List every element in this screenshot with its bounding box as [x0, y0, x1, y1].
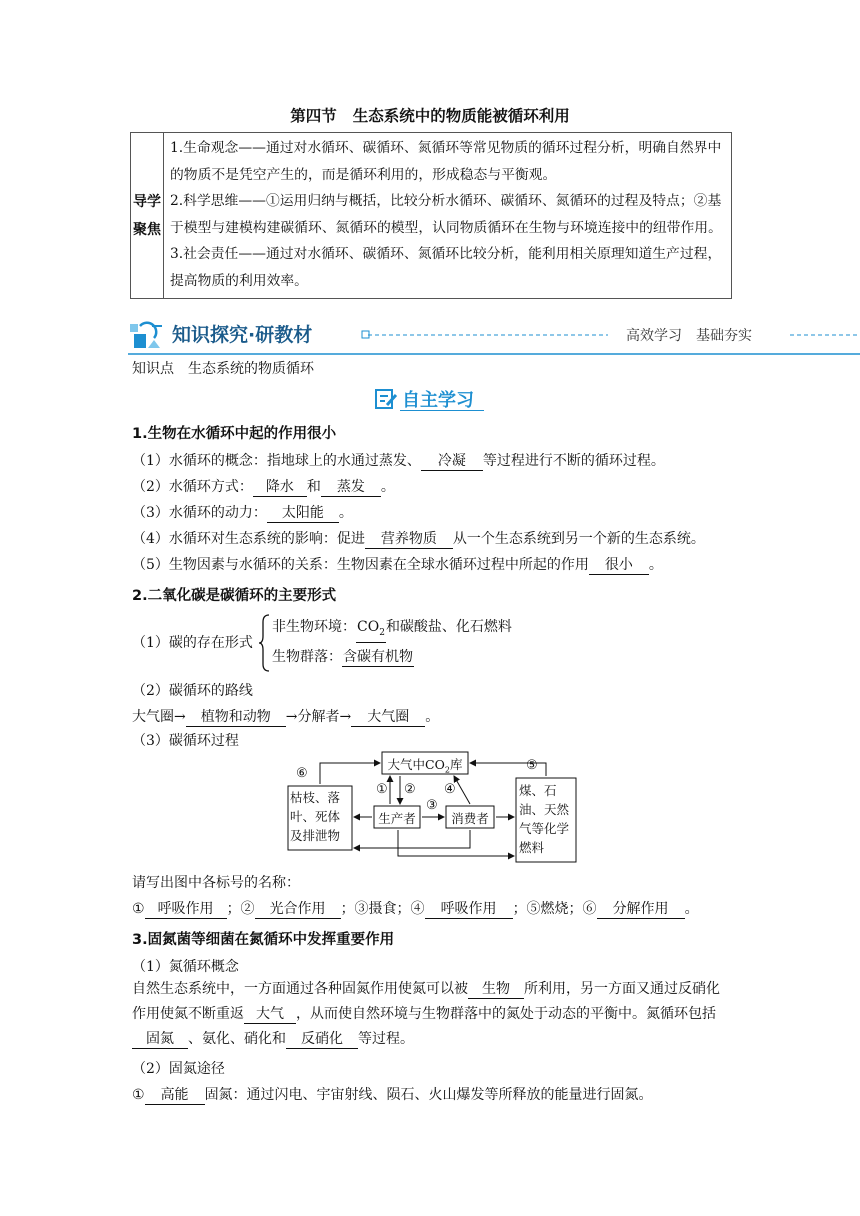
- carbon-cycle-diagram: [284, 748, 590, 866]
- atmosphere-co2-box: 大气中$CO_2$库: [387, 757, 463, 775]
- fossil-fuel-box: 煤、石油、天然气等化学燃料: [519, 783, 570, 855]
- question-1: （1）水循环的概念：指地球上的水通过蒸发、 冷凝 等过程进行不断的循环过程。: [132, 453, 665, 469]
- brace-icon: [258, 614, 270, 672]
- answer-blank: 生物: [468, 981, 524, 999]
- nitrogen-fixation-heading: （2）固氮途径: [132, 1061, 225, 1077]
- self-study-badge: [374, 384, 486, 414]
- answer-blank: 降水: [253, 479, 307, 497]
- knowledge-point-heading: 知识点 生态系统的物质循环: [132, 361, 314, 377]
- answer-blank: 分解作用: [597, 901, 685, 919]
- answer-blank: 含碳有机物: [343, 649, 413, 665]
- section-title: 生态系统中的物质能被循环利用: [352, 107, 570, 125]
- answer-blank: 反硝化: [286, 1031, 358, 1049]
- carbon-path: 大气圈→ 植物和动物 →分解者→ 大气圈 。: [132, 709, 440, 725]
- heading-nitrogen-cycle: 3.固氮菌等细菌在氮循环中发挥重要作用: [132, 932, 395, 948]
- learning-goals-table: [130, 132, 732, 299]
- goal-item: 3.社会责任——通过对水循环、碳循环、氮循环比较分析，能利用相关原理知道生产过程，提高物质的利用效率。: [170, 246, 722, 289]
- banner-slogan: 高效学习 基础夯实: [626, 328, 752, 344]
- answer-blank: 很小: [589, 557, 649, 575]
- goal-item: 1.生命观念——通过对水循环、碳循环、氮循环等常见物质的循环过程分析，明确自然界中的物质不是凭空产生的，而是循环利用的，形成稳态与平衡观。: [170, 140, 722, 183]
- litter-box: 枯枝、落叶、死体及排泄物: [290, 790, 341, 843]
- label-5: ⑤: [526, 758, 538, 773]
- banner-heading: 知识探究·研教材: [172, 324, 313, 346]
- nitrogen-fixation-item: ① 高能 固氮：通过闪电、宇宙射线、陨石、火山爆发等所释放的能量进行固氮。: [132, 1087, 653, 1103]
- label-2: ②: [404, 782, 416, 797]
- learning-goals-body: [164, 133, 732, 299]
- section-number: 第四节: [290, 107, 337, 125]
- goal-item: 2.科学思维——①运用归纳与概括，比较分析水循环、碳循环、氮循环的过程及特点；②基于模型与建模构建碳循环、氮循环的模型，认同物质循环在生物与环境连接中的纽带作用。: [170, 193, 722, 236]
- heading-water-cycle: 1.生物在水循环中起的作用很小: [132, 426, 337, 442]
- producer-box: 生产者: [378, 811, 416, 826]
- label-1: ①: [376, 782, 388, 797]
- carbon-biotic-line: 生物群落：含碳有机物: [272, 649, 413, 665]
- nitrogen-concept-paragraph: 自然生态系统中，一方面通过各种固氮作用使氮可以被 生物 所利用，另一方面又通过反硝化作用使氮不断重返 大气 ，从而使自然环境与生物群落中的氮处于动态的平衡中。氮循环包括固氮 、氨化、硝化和 反硝化 等过程。: [132, 981, 720, 1047]
- answer-blank: 光合作用: [255, 901, 341, 919]
- self-study-label: 自主学习: [402, 390, 474, 411]
- question-4: （4）水循环对生态系统的影响：促进 营养物质 从一个生态系统到另一个新的生态系统。: [132, 531, 705, 547]
- question-2: （2）水循环方式： 降水 和 蒸发 。: [132, 479, 395, 495]
- consumer-box: 消费者: [451, 811, 489, 826]
- answer-blank: 营养物质: [365, 531, 453, 549]
- answer-blank: 蒸发: [321, 479, 381, 497]
- question-3: （3）水循环的动力： 太阳能 。: [132, 505, 353, 521]
- section-banner: [128, 318, 860, 356]
- badge-underline: [400, 410, 484, 411]
- answer-blank: 大气: [244, 1006, 296, 1024]
- diagram-answers: ① 呼吸作用 ；② 光合作用 ；③摄食；④ 呼吸作用 ；⑤燃烧；⑥ 分解作用 。: [132, 901, 699, 917]
- answer-blank: 呼吸作用: [145, 901, 227, 919]
- label-6: ⑥: [296, 766, 308, 781]
- answer-blank: 冷凝: [421, 453, 483, 471]
- page-title: [0, 104, 860, 126]
- nitrogen-concept-heading: （1）氮循环概念: [132, 959, 239, 975]
- answer-blank: $CO_2$: [356, 619, 386, 643]
- label-3: ③: [426, 798, 438, 813]
- question-5: （5）生物因素与水循环的关系：生物因素在全球水循环过程中所起的作用 很小 。: [132, 557, 663, 573]
- heading-carbon-cycle: 2.二氧化碳是碳循环的主要形式: [132, 588, 337, 604]
- answer-blank: 高能: [145, 1087, 205, 1105]
- answer-blank: 呼吸作用: [425, 901, 513, 919]
- diagram-question-prompt: 请写出图中各标号的名称：: [132, 875, 300, 891]
- carbon-process-heading: （3）碳循环过程: [132, 733, 239, 749]
- carbon-path-heading: （2）碳循环的路线: [132, 683, 253, 699]
- learning-goals-label: 导学 聚焦: [131, 133, 164, 299]
- answer-blank: 大气圈: [351, 709, 425, 727]
- carbon-abiotic-line: 非生物环境：$CO_2$和碳酸盐、化石燃料: [272, 616, 512, 643]
- answer-blank: 固氮: [132, 1031, 188, 1049]
- pencil-notebook-icon: [374, 387, 398, 411]
- label-4: ④: [444, 782, 456, 797]
- answer-blank: 太阳能: [267, 505, 339, 523]
- answer-blank: 植物和动物: [186, 709, 286, 727]
